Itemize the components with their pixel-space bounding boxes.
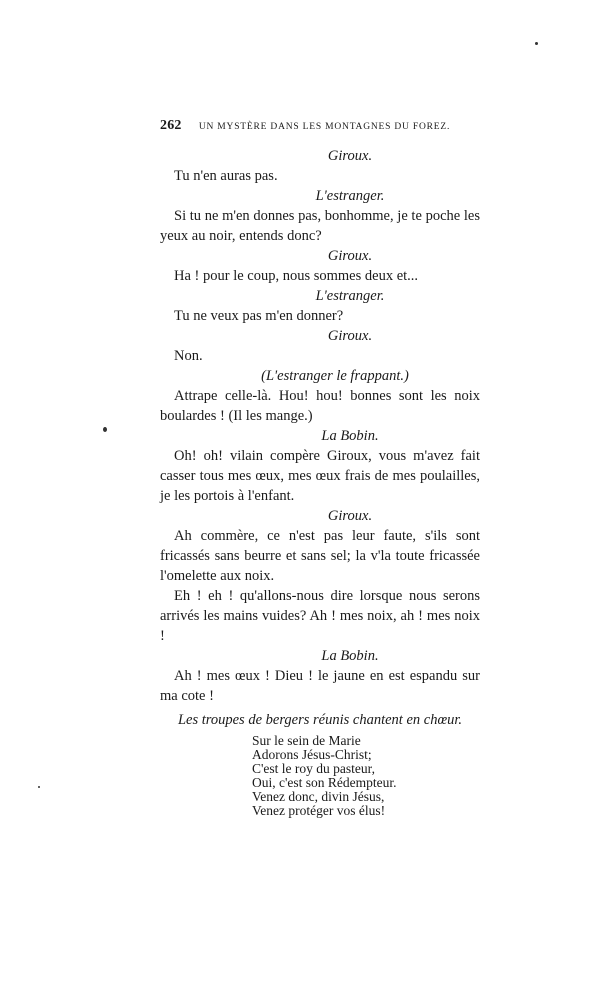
running-title: UN MYSTÈRE DANS LES MONTAGNES DU FOREZ. [198,122,451,132]
song-verse [252,734,480,818]
play-text [160,146,480,818]
dialogue-paragraph: Si tu ne m'en donnes pas, bonhomme, je te poche les yeux au noir, entends donc? [160,208,480,244]
paper-speck [38,786,40,788]
stage-direction: (L'estranger le frappant.) [261,368,409,384]
song-line: Venez donc, divin Jésus, [252,789,385,804]
dialogue-paragraph: Ah commère, ce n'est pas leur faute, s'ils sont fricassés sans beurre et sans sel; la v'la toute fricassée l'omelette aux noix. [160,528,480,584]
speaker-name: Giroux. [327,328,373,344]
speaker-name: L'estranger. [315,188,385,204]
paper-speck [103,427,107,432]
dialogue-paragraph: Tu n'en auras pas. [174,168,278,184]
song-line: Adorons Jésus-Christ; [252,747,372,762]
song-line: Venez protéger vos élus! [252,803,386,818]
dialogue-paragraph: Non. [174,348,203,364]
speaker-name: Giroux. [327,248,373,264]
dialogue-paragraph: Ha ! pour le coup, nous sommes deux et... [174,268,419,284]
running-header [160,118,460,134]
speaker-name: La Bobin. [321,428,379,444]
dialogue-paragraph: Eh ! eh ! qu'allons-nous dire lorsque nous serons arrivés les mains vuides? Ah ! mes noix, ah ! mes noix ! [160,588,480,644]
song-line: Sur le sein de Marie [252,733,361,748]
dialogue-paragraph: Oh! oh! vilain compère Giroux, vous m'avez fait casser tous mes œux, mes œux frais de mes poulailles, je les portois à l'enfant. [160,448,480,504]
page-number: 262 [160,118,182,133]
paper-speck [535,42,538,45]
speaker-name: Giroux. [327,148,373,164]
dialogue-paragraph: Tu ne veux pas m'en donner? [174,308,344,324]
song-line: C'est le roy du pasteur, [252,761,375,776]
dialogue-paragraph: Ah ! mes œux ! Dieu ! le jaune en est espandu sur ma cote ! [160,668,480,704]
speaker-name: L'estranger. [315,288,385,304]
speaker-name: La Bobin. [321,648,379,664]
dialogue-paragraph: Attrape celle-là. Hou! hou! bonnes sont les noix boulardes ! (Il les mange.) [160,388,480,424]
speaker-name: Giroux. [327,508,373,524]
choir-direction: Les troupes de bergers réunis chantent en chœur. [177,712,463,728]
song-line: Oui, c'est son Rédempteur. [252,775,397,790]
